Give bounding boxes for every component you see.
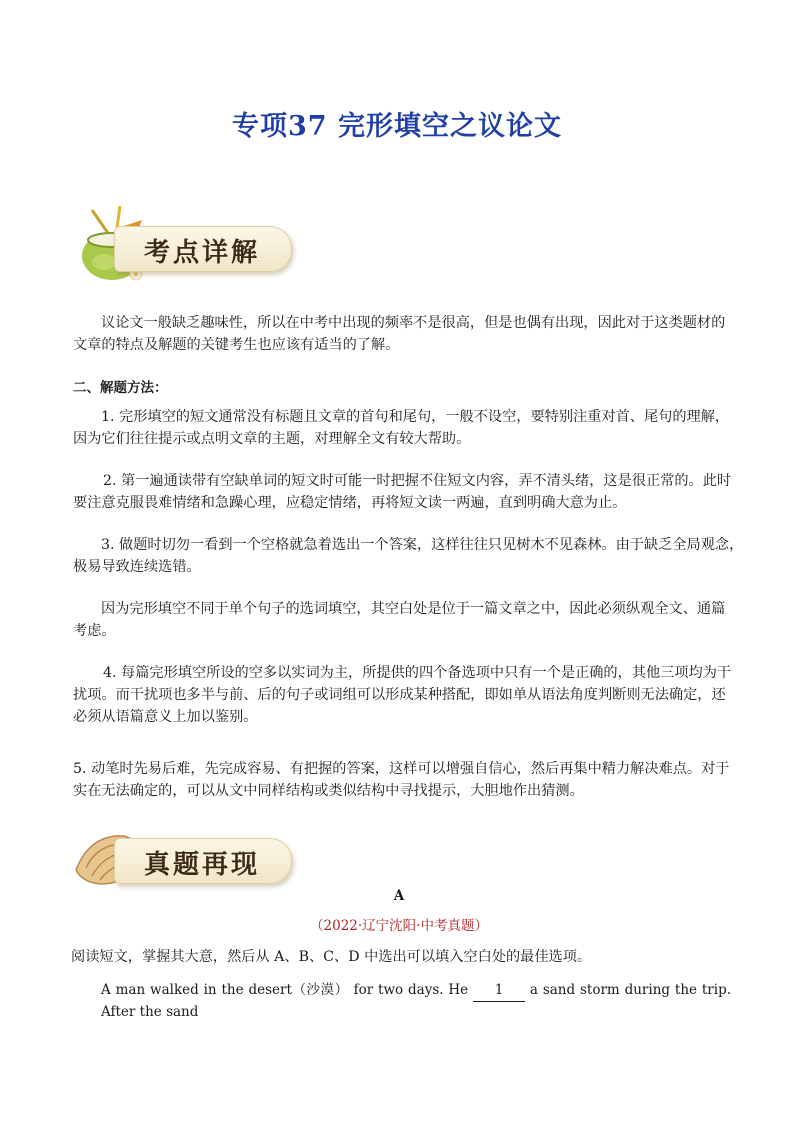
blank-1[interactable]: 1 xyxy=(473,980,525,1002)
method-4: 4. 每篇完形填空所设的空多以实词为主，所提供的四个备选项中只有一个是正确的，其他三项均为干 扰项。而干扰项也多半与前、后的句子或词组可以形成某种搭配，即如单从语法角度判断则无法确定，还 必须从语篇意义上加以鉴别。 xyxy=(73,665,732,725)
banner-label: 真题再现 xyxy=(144,850,261,880)
section-banner-real-questions xyxy=(70,818,296,894)
passage-instruction: 阅读短文，掌握其大意，然后从 A、B、C、D 中选出可以填入空白处的最佳选项。 xyxy=(71,949,592,965)
method-3-continued: 因为完形填空不同于单个句子的选词填空，其空白处是位于一篇文章之中，因此必须纵观全文、通篇 考虑。 xyxy=(73,601,726,639)
section-banner-key-points xyxy=(70,206,296,282)
banner-label: 考点详解 xyxy=(144,238,261,268)
passage-source: （2022·辽宁沈阳·中考真题） xyxy=(310,918,488,934)
method-5: 5. 动笔时先易后难，先完成容易、有把握的答案，这样可以增强自信心，然后再集中精力解决难点。对于 实在无法确定的，可以从文中同样结构或类似结构中寻找提示，大胆地作出猜测。 xyxy=(73,761,730,799)
methods-heading: 二、解题方法： xyxy=(73,380,168,396)
intro-paragraph: 议论文一般缺乏趣味性，所以在中考中出现的频率不是很高，但是也偶有出现，因此对于这类题材的 文章的特点及解题的关键考生也应该有适当的了解。 xyxy=(73,315,726,353)
passage-label: A xyxy=(393,888,405,904)
method-3: 3. 做题时切勿一看到一个空格就急着选出一个答案，这样往往只见树木不见森林。由于缺乏全局观念， 极易导致连续选错。 xyxy=(73,537,744,575)
method-1: 1. 完形填空的短文通常没有标题且文章的首句和尾句，一般不设空，要特别注重对首、尾句的理解， 因为它们往往提示或点明文章的主题，对理解全文有较大帮助。 xyxy=(73,409,730,447)
page-title: 专项37 完形填空之议论文 xyxy=(232,111,562,142)
passage-text: A man walked in the desert（沙漠） for two days. He 1 a sand storm during the trip. After the sand xyxy=(101,982,731,1020)
method-2: 2. 第一遍通读带有空缺单词的短文时可能一时把握不住短文内容，弄不清头绪，这是很正常的。此时 要注意克服畏难情绪和急躁心理，应稳定情绪，再将短文读一两遍，直到明确大意为止。 xyxy=(73,473,732,511)
